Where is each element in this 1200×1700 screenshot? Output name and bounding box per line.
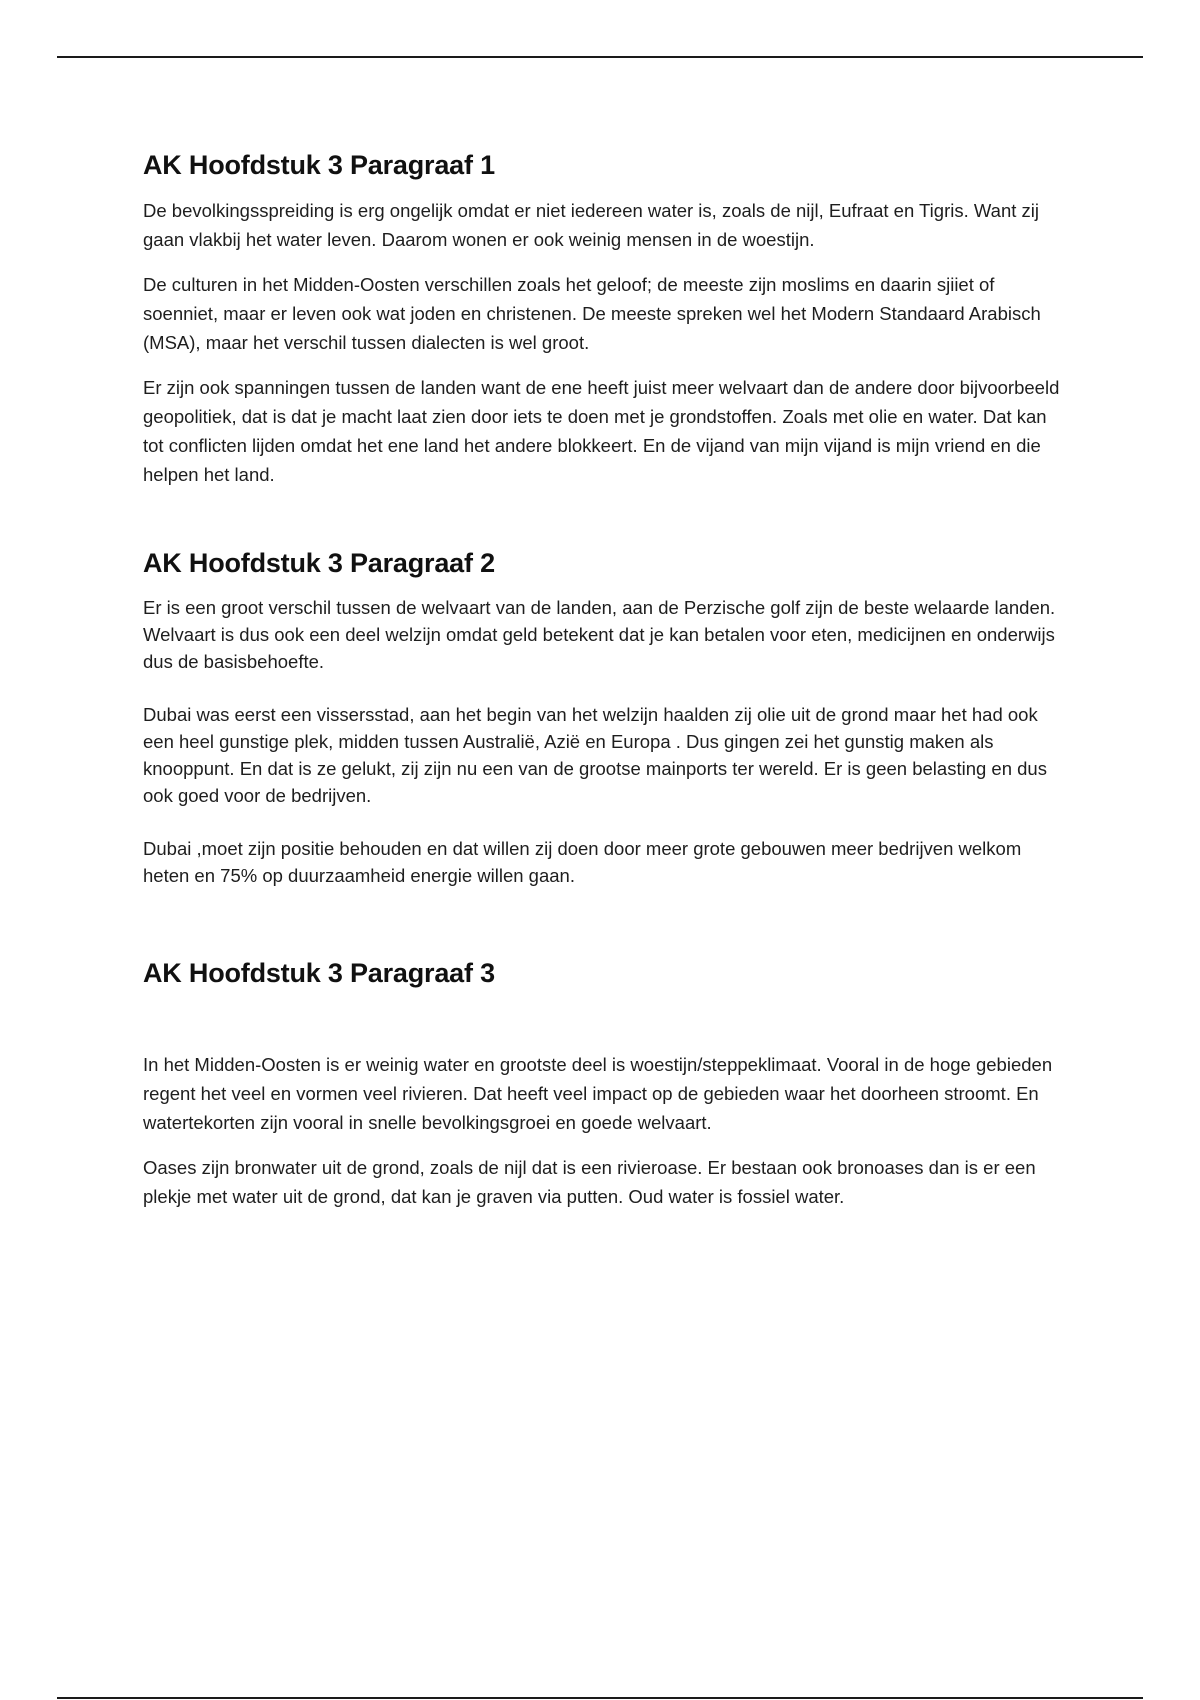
- section-paragraaf-1: [143, 148, 1068, 505]
- section-heading: AK Hoofdstuk 3 Paragraaf 2: [143, 548, 495, 578]
- body-paragraph: Oases zijn bronwater uit de grond, zoals de nijl dat is een rivieroase. Er bestaan ook bronoases dan is er een plekje met water uit de grond, dat kan je graven via putten. Oud water is fossiel water.: [143, 1157, 1036, 1207]
- body-paragraph: Dubai was eerst een vissersstad, aan het begin van het welzijn haalden zij olie uit de grond maar het had ook een heel gunstige plek, midden tussen Australië, Azië en Europa . Dus gingen zei het gunstig maken als knooppunt. En dat is ze gelukt, zij zijn nu een van de grootse mainports ter wereld. Er is geen belasting en dus ook goed voor de bedrijven.: [143, 704, 1047, 806]
- body-paragraph: Er zijn ook spanningen tussen de landen want de ene heeft juist meer welvaart dan de andere door bijvoorbeeld geopolitiek, dat is dat je macht laat zien door iets te doen met je grondstoffen. Zoals met olie en water. Dat kan tot conflicten lijden omdat het ene land het andere blokkeert. En de vijand van mijn vijand is mijn vriend en die helpen het land.: [143, 377, 1060, 485]
- section-heading: AK Hoofdstuk 3 Paragraaf 3: [143, 958, 495, 988]
- bottom-divider: [57, 1697, 1143, 1699]
- top-divider: [57, 56, 1143, 58]
- body-paragraph: Er is een groot verschil tussen de welvaart van de landen, aan de Perzische golf zijn de beste welaarde landen. Welvaart is dus ook een deel welzijn omdat geld betekent dat je kan betalen voor eten, medicijnen en onderwijs dus de basisbehoefte.: [143, 597, 1056, 672]
- section-heading: AK Hoofdstuk 3 Paragraaf 1: [143, 150, 495, 180]
- section-paragraaf-2: [143, 546, 1068, 915]
- body-paragraph: De culturen in het Midden-Oosten verschillen zoals het geloof; de meeste zijn moslims en daarin sjiiet of soenniet, maar er leven ook wat joden en christenen. De meeste spreken wel het Modern Standaard Arabisch (MSA), maar het verschil tussen dialecten is wel groot.: [143, 274, 1041, 353]
- body-paragraph: Dubai ,moet zijn positie behouden en dat willen zij doen door meer grote gebouwen meer bedrijven welkom heten en 75% op duurzaamheid energie willen gaan.: [143, 838, 1022, 886]
- section-paragraaf-3: [143, 956, 1068, 1227]
- body-paragraph: De bevolkingsspreiding is erg ongelijk omdat er niet iedereen water is, zoals de nijl, Eufraat en Tigris. Want zij gaan vlakbij het water leven. Daarom wonen er ook weinig mensen in de woestijn.: [143, 200, 1039, 250]
- body-paragraph: In het Midden-Oosten is er weinig water en grootste deel is woestijn/steppeklimaat. Vooral in de hoge gebieden regent het veel en vormen veel rivieren. Dat heeft veel impact op de gebieden waar het doorheen stroomt. En watertekorten zijn vooral in snelle bevolkingsgroei en goede welvaart.: [143, 1054, 1053, 1133]
